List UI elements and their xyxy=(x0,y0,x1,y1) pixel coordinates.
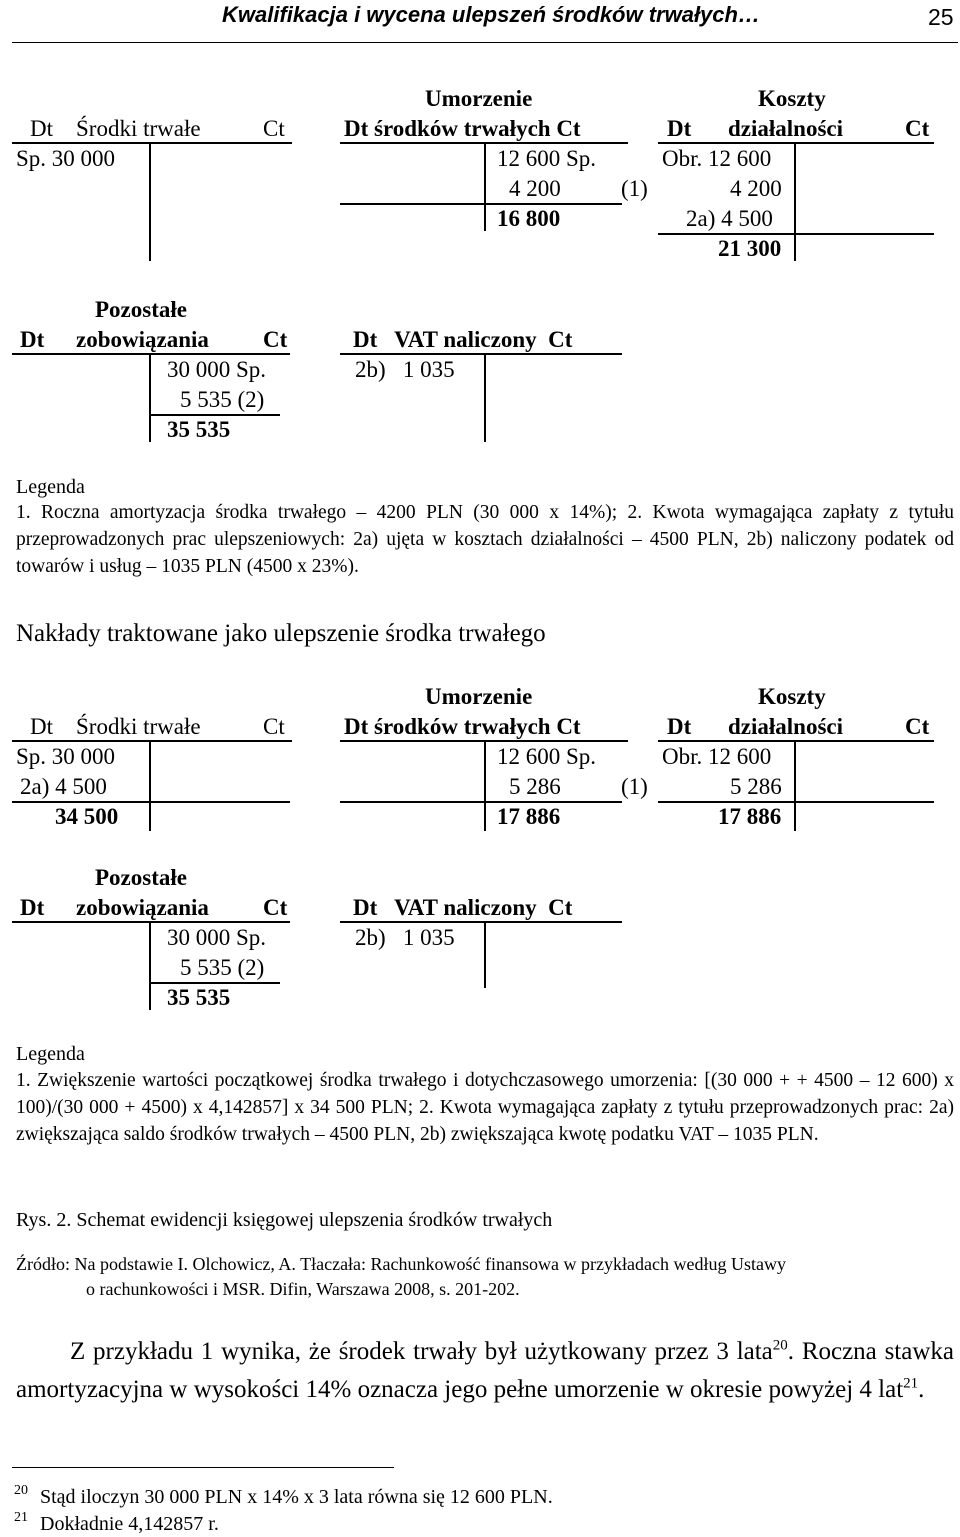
ko2-ct-label: Ct xyxy=(905,714,930,739)
legend-1-title: Legenda xyxy=(16,476,85,498)
ko-t-line xyxy=(658,142,934,144)
st2-debit-1: Sp. 30 000 xyxy=(16,744,116,769)
zo2-t-stem xyxy=(149,922,151,1010)
st-dt-label: Dt xyxy=(30,116,53,141)
ko-t-stem xyxy=(794,143,796,261)
st-t-stem xyxy=(149,143,151,261)
ko-debit-3: 2a) 4 500 xyxy=(686,206,773,231)
body-text-2: . Roczna stawka amortyzacyjna w wysokości 14% oznacza jego pełne umorzenie w okresie powyżej 4 lat xyxy=(16,1338,954,1403)
zo2-account-title: Pozostałe xyxy=(95,865,187,890)
zo2-ct-label: Ct xyxy=(263,895,288,920)
um2-t-stem xyxy=(484,741,486,831)
um2-credit-mark: (1) xyxy=(621,774,648,799)
zo-dt-label: Dt xyxy=(20,327,45,352)
ko2-t-stem xyxy=(794,741,796,831)
zo-ct-label: Ct xyxy=(263,327,288,352)
ko2-t-line xyxy=(658,740,934,742)
st2-account-title: Środki trwałe xyxy=(76,714,201,739)
um2-subtotal-line xyxy=(340,801,622,803)
st2-debit-2: 2a) 4 500 xyxy=(20,774,107,799)
header-rule xyxy=(12,42,958,43)
footnote-21-text: Dokładnie 4,142857 r. xyxy=(40,1513,219,1535)
ko2-debit-1: Obr. 12 600 xyxy=(662,744,772,769)
zo2-credit-1: 30 000 Sp. xyxy=(167,925,267,950)
um2-account-title: Umorzenie xyxy=(425,684,533,709)
zo-account-subtitle: zobowiązania xyxy=(76,327,209,352)
zo2-dt-label: Dt xyxy=(20,895,45,920)
vat-t-stem xyxy=(484,354,486,442)
ko2-dt-label: Dt xyxy=(667,714,692,739)
st2-debit-total: 34 500 xyxy=(55,804,119,829)
zo-credit-total: 35 535 xyxy=(167,417,231,442)
footnote-separator xyxy=(12,1467,394,1468)
st-account-title: Środki trwałe xyxy=(76,116,201,141)
um2-credit-total: 17 886 xyxy=(497,804,561,829)
um-subtotal-line xyxy=(340,203,622,205)
um2-credit-1: 12 600 Sp. xyxy=(497,744,597,769)
st-debit-entry: Sp. 30 000 xyxy=(16,146,116,171)
legend-2-title: Legenda xyxy=(16,1043,85,1065)
vat-t-line xyxy=(340,353,622,355)
zo2-t-line xyxy=(12,921,290,923)
um2-account-subtitle: Dt środków trwałych Ct xyxy=(344,714,581,739)
um-credit-mark: (1) xyxy=(621,176,648,201)
ko2-debit-total: 17 886 xyxy=(718,804,782,829)
page-number: 25 xyxy=(928,4,954,30)
figure-caption: Rys. 2. Schemat ewidencji księgowej ulepszenia środków trwałych xyxy=(16,1209,553,1231)
section-title: Nakłady traktowane jako ulepszenie środka trwałego xyxy=(16,620,546,647)
footnote-21-num: 21 xyxy=(14,1510,28,1525)
vat2-t-stem xyxy=(484,922,486,988)
st2-dt-label: Dt xyxy=(30,714,53,739)
zo2-account-subtitle: zobowiązania xyxy=(76,895,209,920)
zo-subtotal-line xyxy=(150,414,280,416)
body-paragraph xyxy=(16,1333,954,1409)
ko-debit-2: 4 200 xyxy=(730,176,782,201)
um-credit-1: 12 600 Sp. xyxy=(497,146,597,171)
zo2-credit-total: 35 535 xyxy=(167,985,231,1010)
vat2-debit-entry: 2b) 1 035 xyxy=(355,925,455,950)
um2-credit-2: 5 286 xyxy=(509,774,561,799)
ko-debit-total: 21 300 xyxy=(718,236,782,261)
st2-t-line xyxy=(12,740,292,742)
source-line-1: Źródło: Na podstawie I. Olchowicz, A. Tłaczała: Rachunkowość finansowa w przykładach według Ustawy xyxy=(16,1254,786,1274)
ko-debit-1: Obr. 12 600 xyxy=(662,146,772,171)
zo-credit-2: 5 535 (2) xyxy=(180,387,265,412)
footnote-20-text: Stąd iloczyn 30 000 PLN x 14% x 3 lata równa się 12 600 PLN. xyxy=(40,1486,553,1508)
ko-dt-label: Dt xyxy=(667,116,692,141)
um-credit-total: 16 800 xyxy=(497,206,561,231)
vat2-account-title: Dt VAT naliczony Ct xyxy=(353,895,573,920)
legend-2-text: 1. Zwiększenie wartości początkowej środka trwałego i dotychczasowego umorzenia: [(30 000 + + 4500 – 12 600) x 100)/(30 000 + 4500) x 4,142857] x 34 500 PLN; 2. Kwota wymagająca zapłaty z tytułu przeprowadzonych prac: 2a) zwiększająca saldo środków trwałych – 4500 PLN, 2b) zwiększająca kwotę podatku VAT – 1035 PLN. xyxy=(16,1070,954,1145)
ko-account-subtitle: działalności xyxy=(728,116,844,141)
st2-t-stem xyxy=(149,741,151,831)
footnote-20-num: 20 xyxy=(14,1483,28,1498)
vat-debit-entry: 2b) 1 035 xyxy=(355,357,455,382)
zo2-credit-2: 5 535 (2) xyxy=(180,955,265,980)
body-text-1: Z przykładu 1 wynika, że środek trwały był użytkowany przez 3 lata xyxy=(70,1338,773,1365)
ko2-account-subtitle: działalności xyxy=(728,714,844,739)
ko-subtotal-line xyxy=(658,233,934,235)
body-text-3: . xyxy=(918,1376,925,1403)
zo-credit-1: 30 000 Sp. xyxy=(167,357,267,382)
legend-1-text: 1. Roczna amortyzacja środka trwałego – 4200 PLN (30 000 x 14%); 2. Kwota wymagająca zapłaty z tytułu przeprowadzonych prac ulepszeniowych: 2a) ujęta w kosztach działalności – 4500 PLN, 2b) naliczony podatek od towarów i usług – 1035 PLN (4500 x 23%). xyxy=(16,502,954,577)
footnote-ref-20[interactable]: 20 xyxy=(772,1337,788,1354)
zo-t-stem xyxy=(149,354,151,442)
vat2-t-line xyxy=(340,921,622,923)
um-account-subtitle: Dt środków trwałych Ct xyxy=(344,116,581,141)
source-line-2: o rachunkowości i MSR. Difin, Warszawa 2008, s. 201-202. xyxy=(86,1279,520,1299)
zo-account-title: Pozostałe xyxy=(95,297,187,322)
st-ct-label: Ct xyxy=(263,116,285,141)
st-t-line xyxy=(12,142,292,144)
zo-t-line xyxy=(12,353,290,355)
footnote-ref-21[interactable]: 21 xyxy=(903,1375,919,1392)
vat-account-title: Dt VAT naliczony Ct xyxy=(353,327,573,352)
st2-subtotal-line xyxy=(12,801,290,803)
running-header-title: Kwalifikacja i wycena ulepszeń środków trwałych… xyxy=(222,2,760,27)
zo2-subtotal-line xyxy=(150,982,280,984)
ko-ct-label: Ct xyxy=(905,116,930,141)
um-credit-2: 4 200 xyxy=(509,176,561,201)
ko-account-title: Koszty xyxy=(758,86,826,111)
ko2-account-title: Koszty xyxy=(758,684,826,709)
ko2-debit-2: 5 286 xyxy=(730,774,782,799)
um-account-title: Umorzenie xyxy=(425,86,533,111)
um-t-stem xyxy=(484,143,486,231)
st2-ct-label: Ct xyxy=(263,714,285,739)
ko2-subtotal-line xyxy=(658,801,934,803)
